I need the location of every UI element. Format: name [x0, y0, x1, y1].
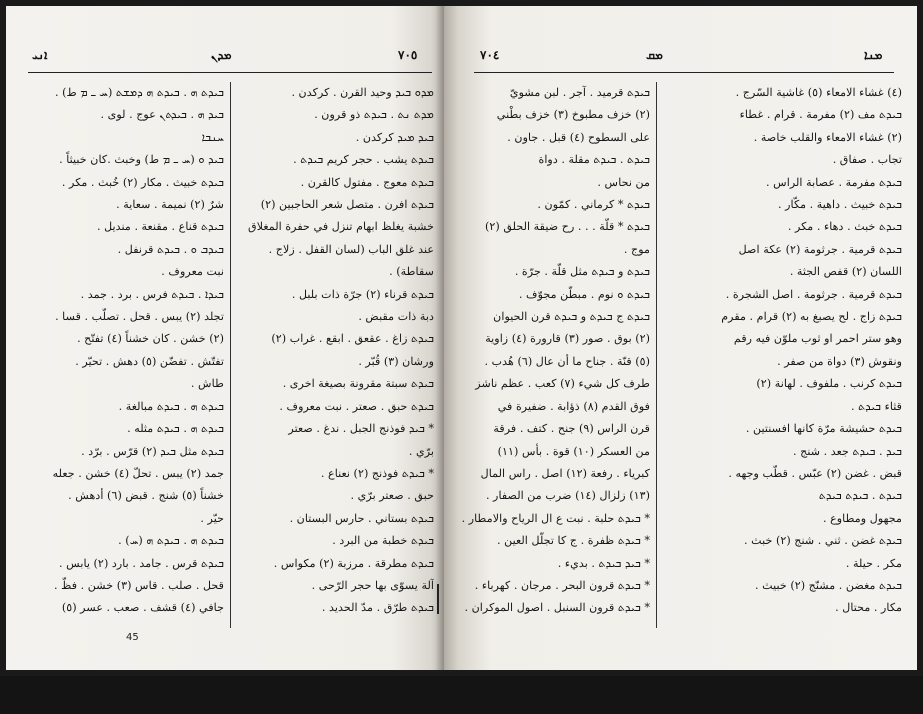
right-running-head-center: ܡܩ — [646, 48, 663, 62]
left-running-head-center: ܡܕܢ — [211, 48, 232, 62]
dictionary-line: خشناً (٥) شنج . قبض (٦) أدهش . — [68, 489, 224, 503]
dictionary-line: ܒܝܕܬ . ܒܝܕܬ مقلة . دواة — [538, 153, 650, 167]
dictionary-line: ܒܝܕܬ مثل ܒܝܕ (٢) قرّس . برّد . — [81, 444, 224, 458]
dictionary-line: ܒܝܕܬ مفرمة . عصابة الراس . — [765, 175, 902, 189]
dictionary-line: ܒܝܕܬ زاج . لح يصبغ به (٢) قرام . مقرم — [721, 310, 902, 324]
dictionary-line: قبض . غضن (٢) عبّس . قطّب وجهه . — [728, 466, 902, 480]
left-header-rule — [28, 72, 432, 73]
dictionary-line: ܒܝܕܬ بستاني . حارس البستان . — [289, 511, 434, 525]
dictionary-line: ܒܝܕܐ . ܒܝܕܬ فرس . برد . جمد . — [80, 287, 224, 301]
dictionary-line: ܒܝܕܬ مغضن . مشنّج (٢) خبيث . — [755, 578, 902, 592]
dictionary-line: ܒܝܕܬ سبتة مقرونة بصيغة اخرى . — [282, 377, 434, 391]
dictionary-line: شرٌ (٢) نميمة . سعاية . — [116, 198, 224, 212]
dictionary-line: سقاطة) . — [389, 265, 434, 279]
dictionary-line: ܒܝܕܬ طرّق . مدّ الحديد . — [321, 601, 434, 615]
dictionary-line: ورشان (٣) قُبّر . — [358, 354, 434, 368]
dictionary-line: * ܒܝܕܬ قرون البحر . مرجان . كهرباء . — [474, 578, 650, 592]
dictionary-line: * ܒܝܕܬ قرون السنبل . اصول الموكران . — [464, 601, 650, 615]
dictionary-line: ܒܝܕ ܘ (ܚ ـ ܡ ط) وخبث .كان خبيثاً . — [59, 153, 224, 167]
dictionary-line: مكار . محتال . — [835, 601, 902, 615]
dictionary-line: حيّر . — [200, 511, 224, 525]
left-column-divider — [230, 82, 231, 628]
dictionary-line: ونقوش (٣) دواة من صفر . — [777, 354, 902, 368]
right-inner-column — [458, 82, 650, 620]
dictionary-line: ܒܝܕܬ ܗ . ܒܝܕܬ مبالغة . — [118, 399, 224, 413]
dictionary-line: جافي (٤) قشف . صعب . عسر (٥) — [61, 601, 224, 615]
dictionary-line: موج . — [623, 242, 650, 256]
dictionary-line: * ܒܝܕܬ فوذنج (٢) نعناع . — [320, 466, 434, 480]
dictionary-line: ܒܝܕܬ * قلّة . . . رح ضيقة الحلق (٢) — [485, 220, 650, 234]
dictionary-line: ܒܝܕܬ و ܒܝܕܬ مثل قلّة . جرّة . — [514, 265, 650, 279]
dictionary-line: من العسكر (١٠) قوة . بأس (١١) — [497, 444, 650, 458]
dictionary-line: ܒܝܕܬ خبيث . مكار (٢) خُبث . مكر . — [61, 175, 224, 189]
dictionary-line: آلة يسوّى بها حجر الرّحى . — [311, 578, 434, 592]
right-outer-column — [662, 82, 902, 620]
dictionary-line: جمد (٢) يبس . تحلّ (٤) خشن . جعله — [52, 466, 224, 480]
dictionary-line: ܒܝܕܒ ܘ . ܒܝܕܬ قرنفل . — [117, 242, 224, 256]
dictionary-line: ܡܕܘ ܒܝܕ وحيد القرن . كركدن . — [291, 86, 434, 99]
dictionary-line: ܒܝܕܬ افرن . متصل شعر الحاجبين (٢) — [260, 198, 434, 212]
dictionary-line: (٢) غشاء الامعاء والقلب خاصة . — [753, 130, 902, 144]
dictionary-line: مجهول ومطاوع . — [822, 511, 902, 525]
dictionary-line: * ܒܝܕ فوذنج الجبل . ندغ . صعتر — [288, 422, 434, 436]
dictionary-line: * ܒܝܕܬ حلبة . نبت ع ال الرياح والامطار . — [461, 511, 650, 525]
dictionary-line: ܒܝܕ ܡܝܕ كركدن . — [355, 130, 434, 144]
dictionary-line: ܒܝܕܬ ܗ . ܒܝܕܬ ܗ ܕܡܫܬ (ܚ ـ ܡ ط) . — [54, 86, 224, 99]
left-inner-column — [236, 82, 434, 620]
right-running-head-outer: ܡܢܐ — [864, 48, 883, 62]
dictionary-line: تجلد (٢) يبس . قحل . تصلّب . قسا . — [55, 310, 224, 324]
dictionary-line: ܒܝܕܬ زاغ . عقعق . ابقع . غراب (٢) — [271, 332, 434, 346]
dictionary-line: ܒܝܕܬ حبق . صعتر . نبت معروف . — [279, 399, 434, 413]
dictionary-line: قثاء ܒܝܕܬ . — [850, 399, 902, 413]
dictionary-line: ܒܝܕܬ ܗ . ܒܝܕܬ مثله . — [127, 422, 224, 436]
dictionary-line: وهو ستر احمر او ثوب ملوّن فيه رقم — [733, 332, 902, 346]
dictionary-line: ܒܝܕܬ قرمية . جرثومة (٢) عكة اصل — [738, 242, 902, 256]
dictionary-line: من نحاس . — [597, 175, 650, 189]
left-page — [6, 6, 444, 670]
dictionary-line: عند غلق الباب (لسان القفل . زلاج . — [268, 242, 434, 256]
dictionary-line: ܡܕܬ ܢܬ . ܒܝܕܬ ذو قرون . — [314, 108, 434, 122]
dictionary-line: ܒܝܕܬ خطبة من البرد . — [332, 534, 434, 548]
right-page — [444, 6, 917, 670]
left-outer-column — [14, 82, 224, 620]
left-footer-page-number: 45 — [126, 632, 139, 643]
dictionary-line: (٢) خزف مطبوخ (٣) خزف بطْني — [496, 108, 650, 122]
right-page-number: ٧٠٤ — [480, 48, 500, 62]
dictionary-line: اللسان (٢) قفص الجثة . — [789, 265, 902, 279]
dictionary-line: ܒܝܕܬ غضن . ثني . شنج (٢) خبث . — [744, 534, 902, 548]
dictionary-line: ܒܝܕܬ ج ܒܝܕܬ و ܒܝܕܬ قرن الحيوان — [493, 310, 650, 324]
dictionary-line: ܒܝܕܬ * كرماني . كمّون . — [537, 198, 650, 212]
dictionary-line: مكر . حيلة . — [845, 556, 902, 570]
dictionary-line: ܒܝܕܬ يشب . حجر كريم ܒܝܕܬ . — [293, 153, 434, 167]
dictionary-line: قرن الراس (٩) جنح . كتف . فرقة — [493, 422, 650, 436]
dictionary-line: ܒܝܕܬ قناع . مقنعة . منديل . — [96, 220, 224, 234]
dictionary-line: * ܒܝܕܬ ظفرة . ج كا تجلّل العين . — [497, 534, 650, 548]
dictionary-line: على السطوح (٤) قبل . جاون . — [507, 130, 650, 144]
dictionary-line: طاش . — [190, 377, 224, 391]
dictionary-line: ܒܝܕܬ قرناء (٢) جرّة ذات بلبل . — [291, 287, 434, 301]
dictionary-line: (١٣) زلزال (١٤) ضرب من الصفار . — [485, 489, 650, 503]
dictionary-line: ܒܝܕܬ حشيشة مرّة كانها افسنتين . — [745, 422, 902, 436]
dictionary-line: ܒܝܕܬ معوج . مفتول كالقرن . — [300, 175, 434, 189]
dictionary-line: خشبة يغلظ ابهام تنزل في حفرة المغلاق — [248, 220, 434, 234]
dictionary-line: (٤) غشاء الامعاء (٥) غاشية السّرج . — [735, 86, 902, 99]
left-running-head-outer: ܐܢܝ — [32, 48, 48, 62]
dictionary-line: ܒܝܕܬ . ܒܝܕܬ ܒܝܕܬ — [818, 489, 902, 503]
dictionary-line: طرف كل شيء (٧) كعب . عظم ناشز — [475, 377, 650, 391]
dictionary-line: (٥) قنّة . جناح ما أن عال (٦) هُدب . — [484, 354, 650, 368]
dictionary-line: نبت معروف . — [161, 265, 224, 279]
left-page-number: ٧٠٥ — [398, 48, 418, 62]
dictionary-line: ܚܢܒܐ — [201, 130, 224, 144]
dictionary-line: تجاب . صفاق . — [832, 153, 902, 167]
dictionary-line: ܒܝܕܬ خبث . دهاء . مكر . — [787, 220, 902, 234]
dictionary-line: فوق القدم (٨) ذؤابة . ضفيرة في — [497, 399, 650, 413]
right-header-rule — [474, 72, 894, 73]
dictionary-line: ܒܝܕܬ ܗ . ܒܝܕܬ ܗ (ܚ) . — [118, 534, 224, 548]
dictionary-line: * ܒܝܕ ܒܝܕܬ . بديء . — [557, 556, 650, 570]
dictionary-line: دبة ذات مقبض . — [358, 310, 434, 324]
scan-bottom-edge — [0, 676, 923, 714]
dictionary-line: ܒܝܕܬ قرس . جامد . بارد (٢) يابس . — [58, 556, 224, 570]
dictionary-line: ܒܝܕ . ܒܝܕܬ جعد . شنج . — [793, 444, 902, 458]
dictionary-line: ܒܝܕܬ ܘ نوم . مبطّن مجوّف . — [518, 287, 650, 301]
dictionary-line: برّي . — [408, 444, 434, 458]
dictionary-line: حبق . صعتر برّي . — [350, 489, 434, 503]
gutter-section-marker — [437, 584, 451, 614]
dictionary-line: ܒܝܕܬ مف (٢) مفرمة . قرام . غطاء — [739, 108, 902, 122]
dictionary-line: ܒܝܕܬ قرمية . جرثومة . اصل الشجرة . — [725, 287, 902, 301]
dictionary-line: ܒܝܕܬ مطرقة . مرزبة (٢) مكواس . — [273, 556, 434, 570]
dictionary-line: قحل . صلب . قاس (٣) خشن . فظّ . — [53, 578, 224, 592]
dictionary-line: (٢) خشن . كان خشناً (٤) تفتّح . — [77, 332, 224, 346]
dictionary-line: ܒܝܕܬ خبيث . داهية . مكّار . — [778, 198, 902, 212]
right-column-divider — [656, 82, 657, 628]
dictionary-line: تفتّش . تفضّن (٥) دهش . تحيّر . — [75, 354, 224, 368]
dictionary-line: ܒܝܕ ܗ . ܒܝܕܬܢ عوج . لوى . — [100, 108, 224, 122]
dictionary-line: ܒܝܕܬ كرنب . ملفوف . لهانة (٢) — [756, 377, 902, 391]
dictionary-line: (٢) بوق . صور (٣) قارورة (٤) زاوية — [485, 332, 650, 346]
dictionary-line: كبرياء . رفعة (١٢) اصل . راس المال — [480, 466, 650, 480]
dictionary-line: ܒܝܕܬ قرميد . آجر . لبن مشويّ — [509, 86, 650, 99]
